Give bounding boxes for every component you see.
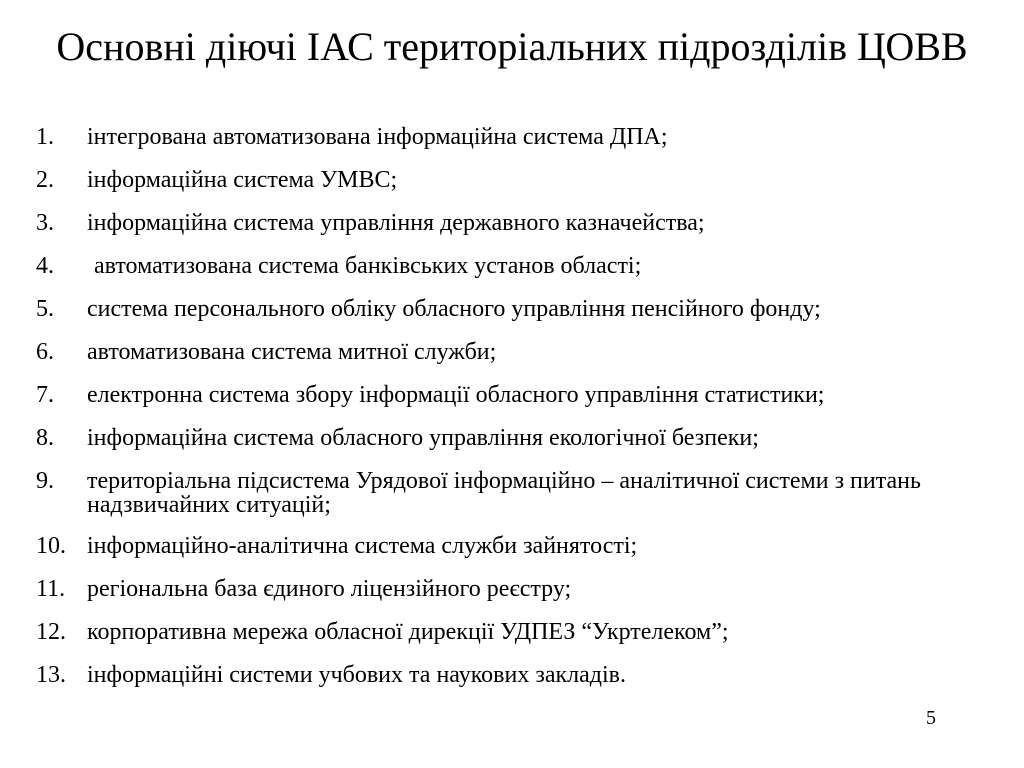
item-text: регіональна база єдиного ліцензійного реєстру; (87, 576, 572, 602)
systems-list (0, 125, 1024, 706)
item-number: 7. (36, 382, 54, 408)
list-item (0, 297, 1024, 321)
item-number: 2. (36, 167, 54, 193)
item-number: 11. (36, 576, 66, 602)
slide-title: Основні діючі ІАС територіальних підрозділів ЦОВВ (56, 24, 968, 69)
item-text: автоматизована система банківських установ області; (94, 253, 642, 279)
item-text: електронна система збору інформації обласного управління статистики; (87, 382, 825, 408)
item-text: інформаційна система управління державного казначейства; (87, 210, 705, 236)
item-text: автоматизована система митної служби; (87, 339, 497, 365)
item-number: 9. (36, 468, 54, 494)
item-text: інформаційні системи учбових та наукових закладів. (87, 662, 626, 688)
item-number: 6. (36, 339, 54, 365)
item-number: 3. (36, 210, 54, 236)
list-item (0, 426, 1024, 450)
item-number: 13. (36, 662, 66, 688)
item-number: 10. (36, 533, 66, 559)
list-item (0, 125, 1024, 149)
list-item (0, 620, 1024, 644)
list-item (0, 534, 1024, 558)
item-number: 4. (36, 253, 54, 279)
item-text: інформаційна система УМВС; (87, 167, 398, 193)
item-text: інформаційна система обласного управління екологічної безпеки; (87, 425, 759, 451)
list-item (0, 577, 1024, 601)
page-number: 5 (926, 707, 936, 729)
item-number: 1. (36, 124, 54, 150)
item-number: 5. (36, 296, 54, 322)
item-text: корпоративна мережа обласної дирекції УДПЕЗ “Укртелеком”; (87, 619, 729, 645)
list-item (0, 254, 1024, 278)
list-item (0, 340, 1024, 364)
item-text: система персонального обліку обласного управління пенсійного фонду; (87, 296, 821, 322)
item-text: інтегрована автоматизована інформаційна система ДПА; (87, 124, 668, 150)
item-text: інформаційно-аналітична система служби зайнятості; (87, 533, 638, 559)
item-number: 12. (36, 619, 66, 645)
item-number: 8. (36, 425, 54, 451)
list-item (0, 469, 1024, 517)
item-text: територіальна підсистема Урядової інформаційно – аналітичної системи з питань надзвичайних ситуацій; (87, 468, 921, 518)
list-item (0, 168, 1024, 192)
list-item (0, 211, 1024, 235)
list-item (0, 383, 1024, 407)
list-item (0, 663, 1024, 687)
